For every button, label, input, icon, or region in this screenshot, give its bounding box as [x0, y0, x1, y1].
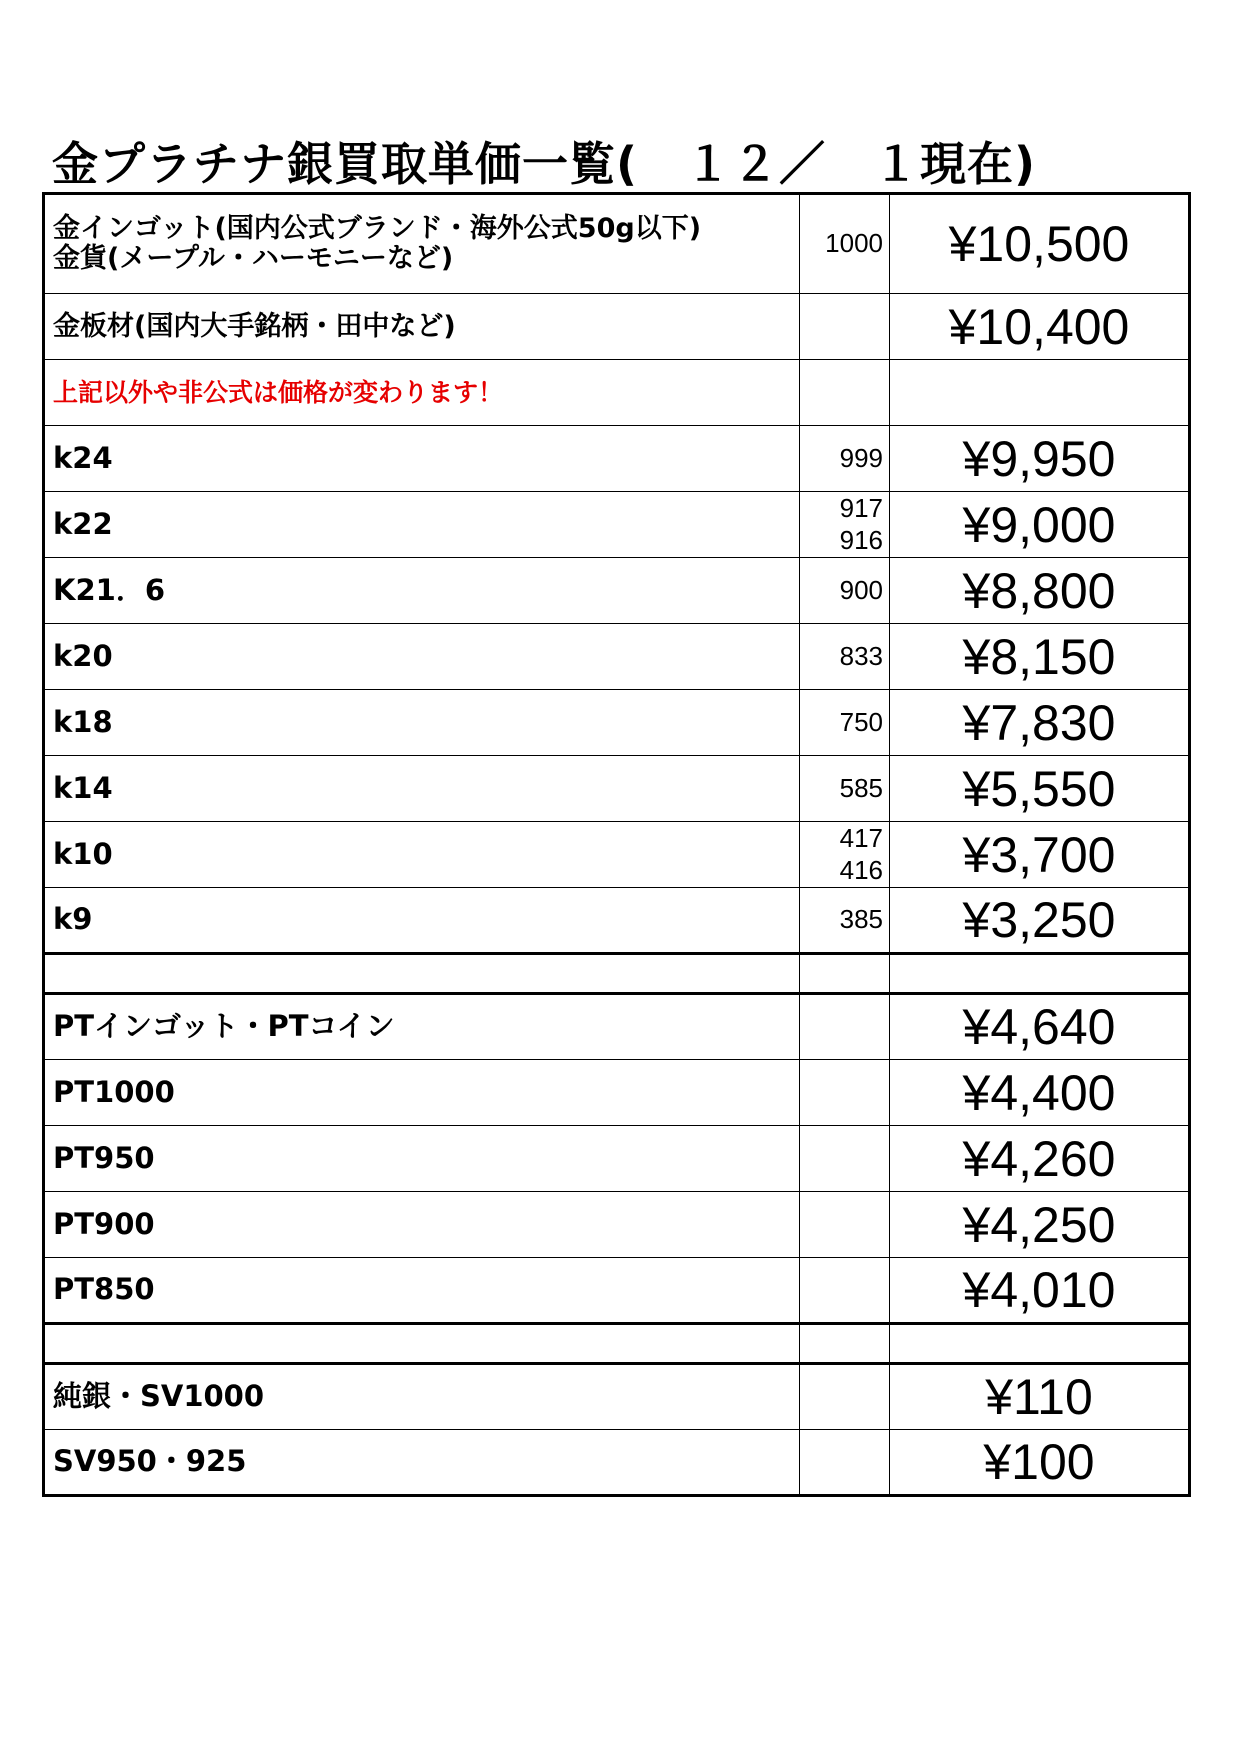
purity-cell	[800, 822, 890, 888]
purity-cell: 385	[800, 888, 890, 954]
empty-cell	[800, 1324, 890, 1364]
price-cell: ¥4,640	[890, 994, 1190, 1060]
item-name: k24	[44, 426, 800, 492]
section-spacer	[44, 1324, 1190, 1364]
price-cell: ¥4,260	[890, 1126, 1190, 1192]
purity-cell	[800, 1126, 890, 1192]
item-name: k22	[44, 492, 800, 558]
price-note: 上記以外や非公式は価格が変わります！	[44, 360, 800, 426]
item-name: k14	[44, 756, 800, 822]
empty-cell	[800, 954, 890, 994]
purity-value: 916	[839, 524, 883, 555]
price-cell: ¥10,500	[890, 194, 1190, 294]
price-cell: ¥7,830	[890, 690, 1190, 756]
price-cell: ¥4,010	[890, 1258, 1190, 1324]
table-row	[44, 822, 1190, 888]
purity-cell	[800, 1258, 890, 1324]
purity-cell	[800, 1430, 890, 1496]
purity-value: 417	[839, 823, 883, 854]
table-row-gold-plate	[44, 294, 1190, 360]
price-cell: ¥9,000	[890, 492, 1190, 558]
table-row	[44, 426, 1190, 492]
item-name: SV950・925	[44, 1430, 800, 1496]
item-name: k10	[44, 822, 800, 888]
item-name: k20	[44, 624, 800, 690]
item-name: PT1000	[44, 1060, 800, 1126]
table-row	[44, 1060, 1190, 1126]
price-cell: ¥110	[890, 1364, 1190, 1430]
purity-cell: 750	[800, 690, 890, 756]
empty-cell	[890, 1324, 1190, 1364]
table-row	[44, 888, 1190, 954]
item-name: 純銀・SV1000	[44, 1364, 800, 1430]
price-cell: ¥3,250	[890, 888, 1190, 954]
page-title: 金プラチナ銀買取単価一覧( １２／ １現在)	[52, 137, 1037, 191]
table-row	[44, 1364, 1190, 1430]
price-cell: ¥3,700	[890, 822, 1190, 888]
purity-cell: 999	[800, 426, 890, 492]
item-name: PTインゴット・PTコイン	[44, 994, 800, 1060]
table-row	[44, 624, 1190, 690]
item-name: k9	[44, 888, 800, 954]
section-spacer	[44, 954, 1190, 994]
purity-cell	[800, 1060, 890, 1126]
table-row	[44, 1258, 1190, 1324]
table-row-note	[44, 360, 1190, 426]
table-row	[44, 994, 1190, 1060]
table-row	[44, 690, 1190, 756]
price-cell: ¥8,150	[890, 624, 1190, 690]
purity-value: 917	[839, 493, 883, 524]
item-name: k18	[44, 690, 800, 756]
table-row	[44, 1192, 1190, 1258]
price-cell: ¥9,950	[890, 426, 1190, 492]
purity-cell	[800, 1364, 890, 1430]
purity-cell: 1000	[800, 194, 890, 294]
purity-cell	[800, 1192, 890, 1258]
table-row	[44, 558, 1190, 624]
item-name: K21．6	[44, 558, 800, 624]
price-cell: ¥10,400	[890, 294, 1190, 360]
table-row	[44, 756, 1190, 822]
purity-value: 416	[839, 854, 883, 885]
empty-cell	[800, 360, 890, 426]
purity-cell	[800, 994, 890, 1060]
empty-cell	[44, 954, 800, 994]
empty-cell	[890, 360, 1190, 426]
table-row-gold-ingot	[44, 194, 1190, 294]
purity-cell	[800, 492, 890, 558]
table-row	[44, 492, 1190, 558]
purity-cell	[800, 294, 890, 360]
price-cell: ¥5,550	[890, 756, 1190, 822]
item-name: PT950	[44, 1126, 800, 1192]
empty-cell	[44, 1324, 800, 1364]
item-name-gold-ingot	[44, 194, 800, 294]
price-table	[42, 192, 1191, 1497]
purity-cell: 585	[800, 756, 890, 822]
item-name-line: 金貨(メープル・ハーモニーなど)	[53, 243, 454, 274]
item-name-line: 金インゴット(国内公式ブランド・海外公式50g以下)	[53, 213, 702, 245]
item-name: PT850	[44, 1258, 800, 1324]
table-row	[44, 1430, 1190, 1496]
item-name: 金板材(国内大手銘柄・田中など)	[44, 294, 800, 360]
price-cell: ¥8,800	[890, 558, 1190, 624]
purity-cell: 833	[800, 624, 890, 690]
purity-cell: 900	[800, 558, 890, 624]
price-cell: ¥4,400	[890, 1060, 1190, 1126]
item-name: PT900	[44, 1192, 800, 1258]
empty-cell	[890, 954, 1190, 994]
price-cell: ¥100	[890, 1430, 1190, 1496]
table-row	[44, 1126, 1190, 1192]
price-cell: ¥4,250	[890, 1192, 1190, 1258]
